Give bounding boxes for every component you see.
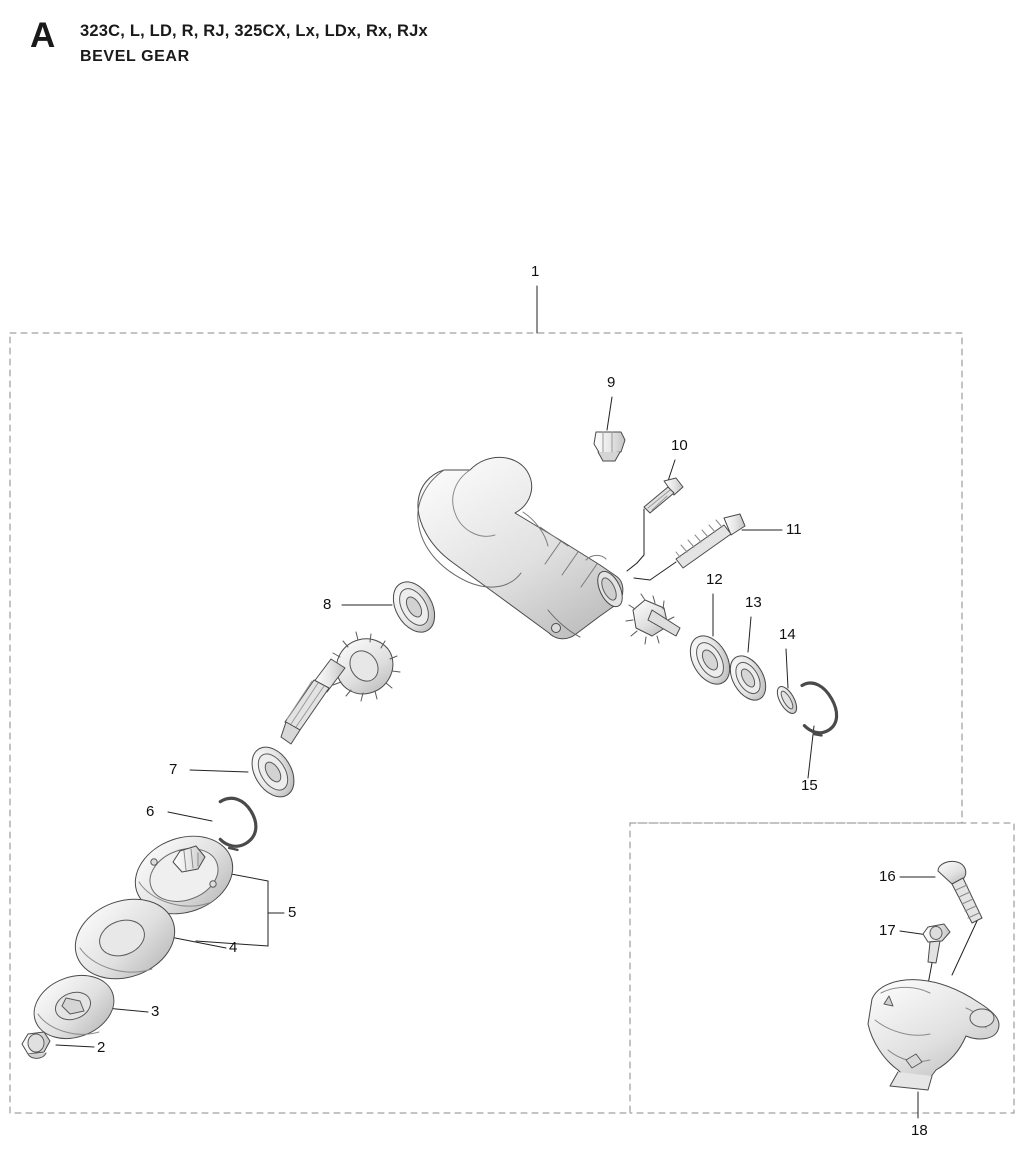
part-gearbox-housing — [418, 457, 628, 638]
callout-3: 3 — [151, 1003, 160, 1020]
callout-18: 18 — [911, 1122, 928, 1139]
callout-10: 10 — [671, 437, 688, 454]
section-letter: A — [30, 16, 56, 55]
part-washer-14 — [773, 684, 800, 717]
part-screw-long — [634, 514, 745, 580]
callout-7: 7 — [169, 761, 178, 778]
callout-1: 1 — [531, 263, 540, 280]
callout-11: 11 — [786, 521, 802, 538]
callout-16: 16 — [879, 868, 896, 885]
callout-2: 2 — [97, 1039, 106, 1056]
callout-5: 5 — [288, 904, 297, 921]
callout-12: 12 — [706, 571, 723, 588]
page-title: BEVEL GEAR — [80, 48, 190, 65]
part-screw-short — [627, 478, 683, 571]
callout-9: 9 — [607, 374, 616, 391]
part-nut-2 — [22, 1032, 50, 1058]
part-bearing-8 — [385, 575, 443, 640]
part-grease-plug — [594, 432, 625, 461]
callout-13: 13 — [745, 594, 762, 611]
callout-4: 4 — [229, 939, 238, 956]
part-knob-screw-16 — [938, 861, 982, 975]
part-blade-guard-18 — [868, 980, 999, 1090]
callout-6: 6 — [146, 803, 155, 820]
leader-lines — [56, 286, 935, 1118]
part-bevel-gear-shaft — [281, 632, 400, 744]
part-bearing-12 — [682, 629, 737, 691]
dashed-group-main — [10, 333, 962, 1113]
part-bearing-7 — [243, 740, 302, 805]
callout-14: 14 — [779, 626, 796, 643]
model-list: 323C, L, LD, R, RJ, 325CX, Lx, LDx, Rx, RJx — [80, 22, 428, 40]
part-bearing-13 — [723, 650, 773, 707]
callout-17: 17 — [879, 922, 896, 939]
callout-15: 15 — [801, 777, 818, 794]
part-bevel-pinion — [626, 594, 680, 644]
callout-8: 8 — [323, 596, 332, 613]
